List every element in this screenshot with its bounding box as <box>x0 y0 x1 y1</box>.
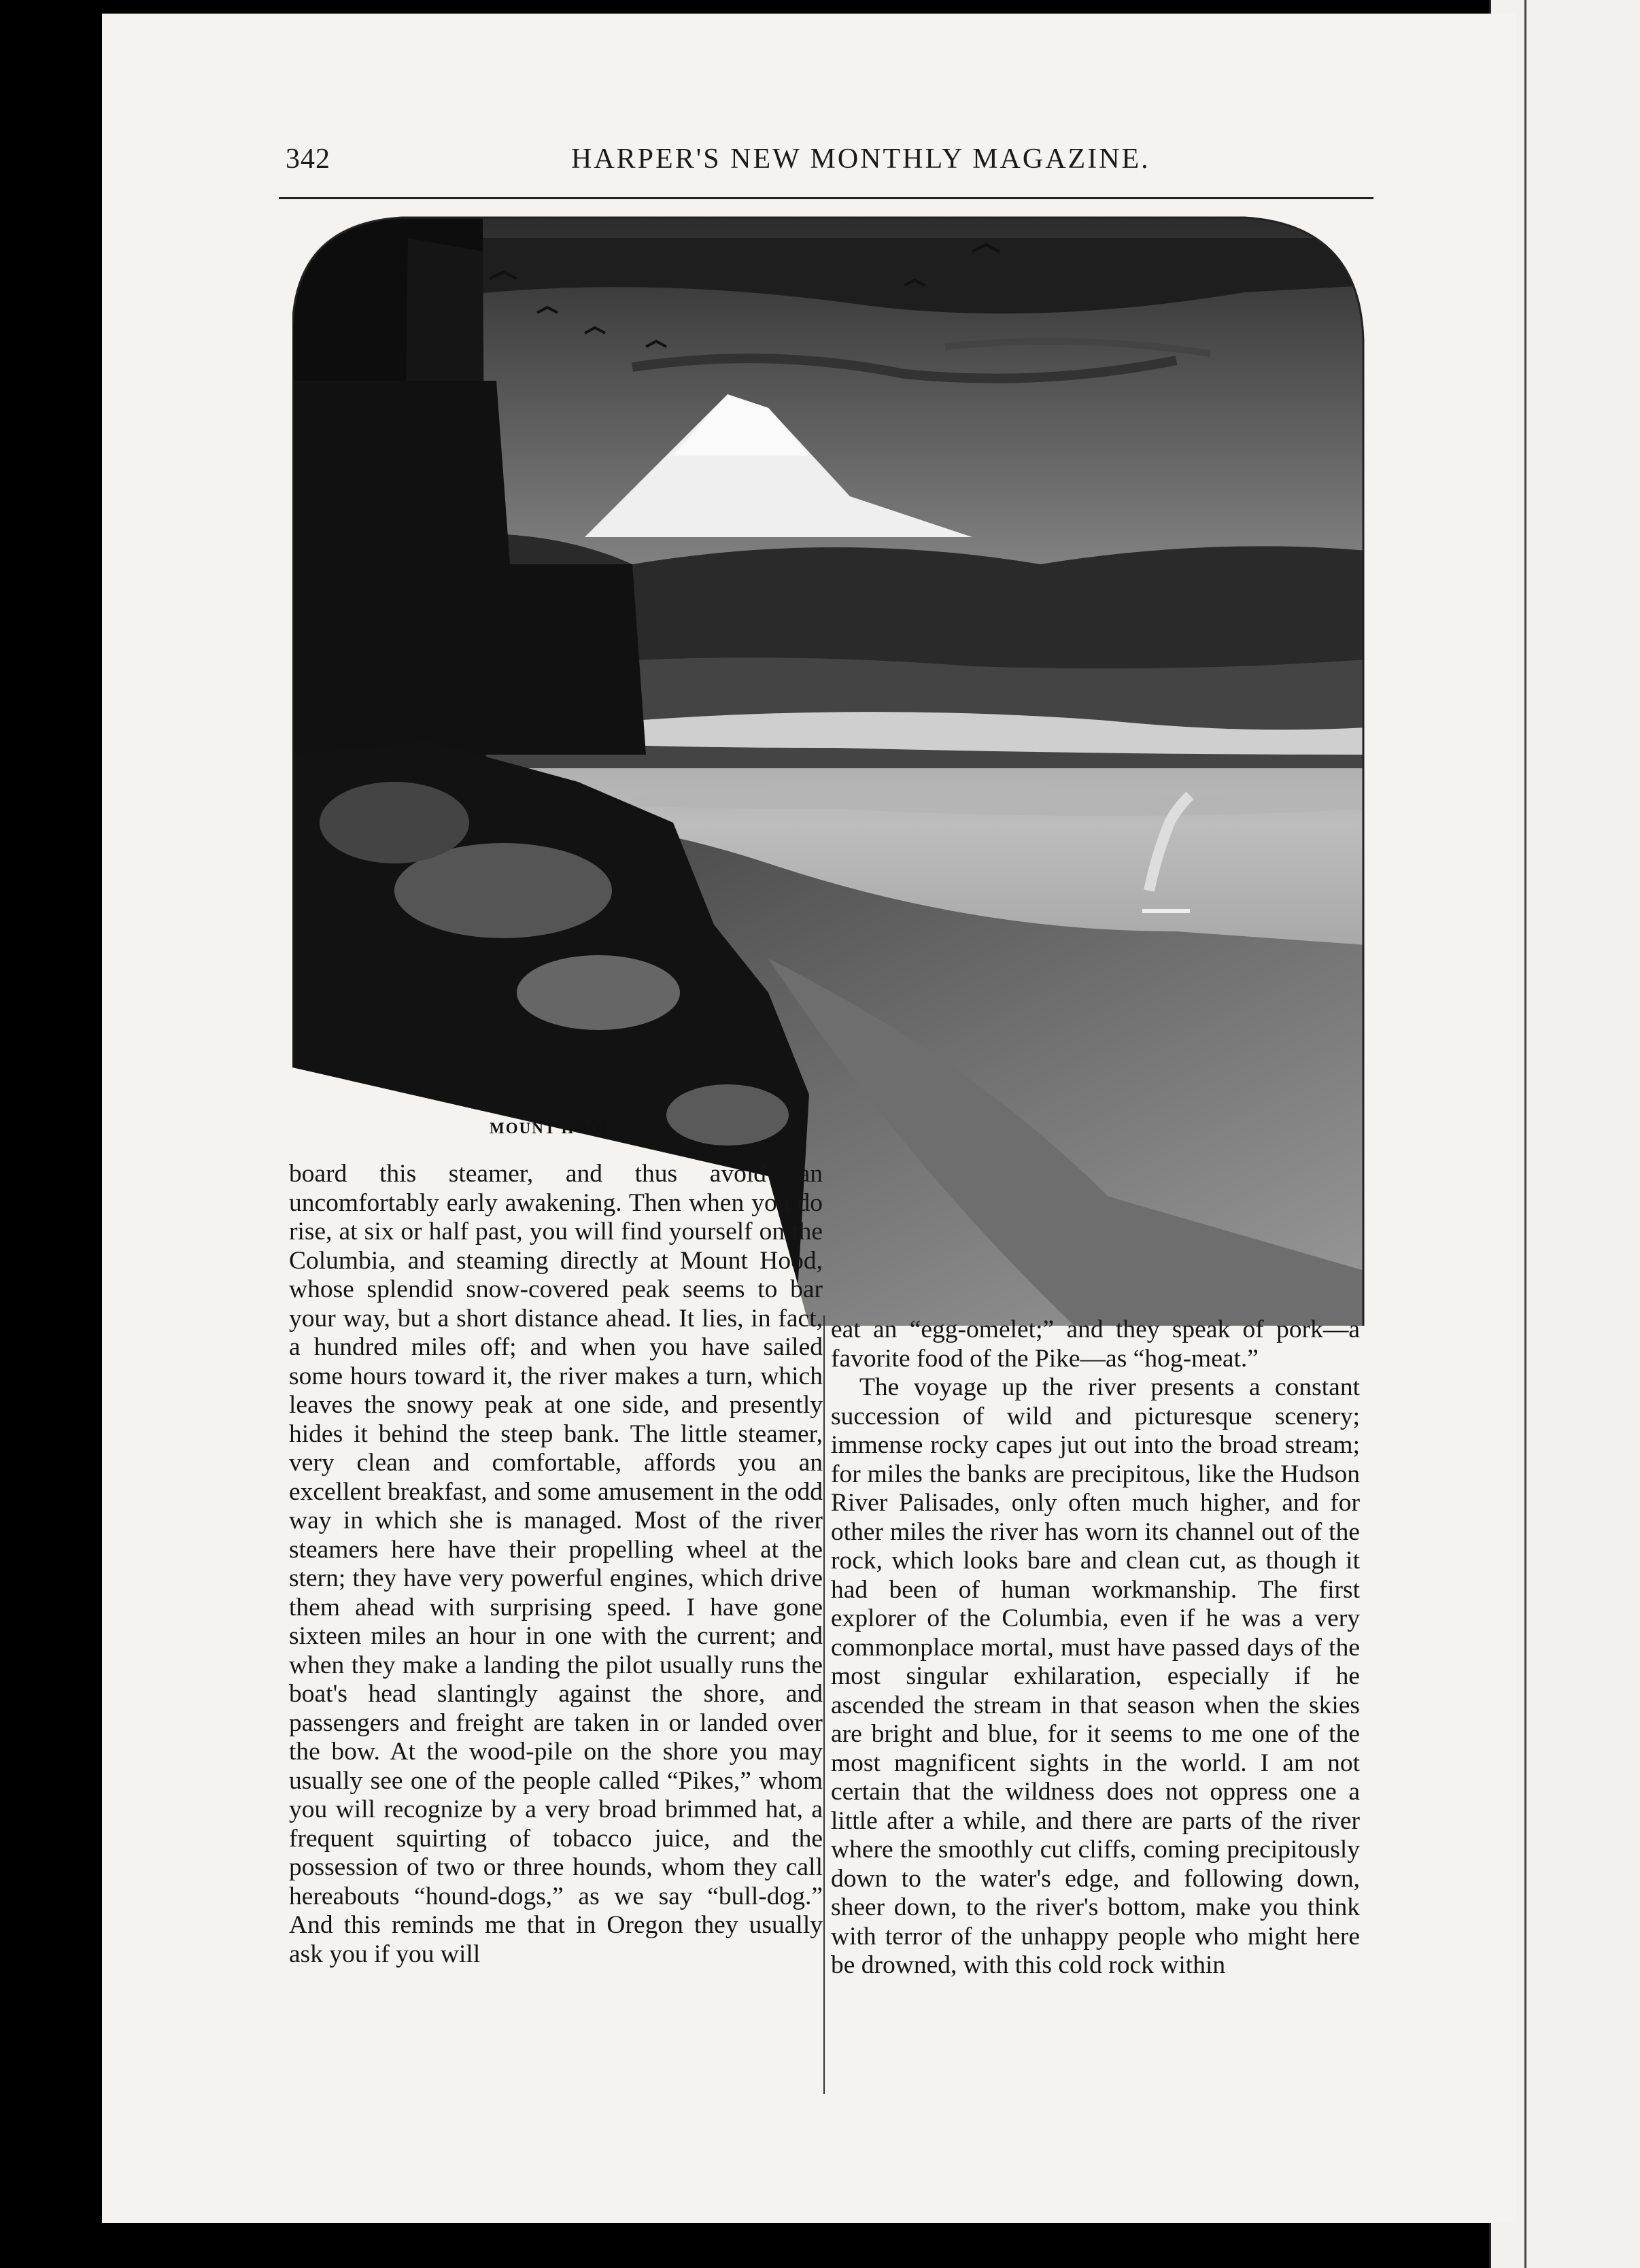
gutter-line <box>1524 0 1526 2268</box>
mount-hood-engraving <box>292 211 1367 1326</box>
running-title: HARPER'S NEW MONTHLY MAGAZINE. <box>571 143 1150 175</box>
text-column-right <box>831 1316 1360 1980</box>
page-number: 342 <box>286 143 330 175</box>
header-rule <box>279 197 1373 199</box>
illustration-caption: MOUNT HOOD. <box>490 1120 620 1137</box>
column-right-paragraph-2: The voyage up the river presents a constant succession of wild and picturesque scenery; immense rocky capes jut out into the broad stream; for miles the banks are precipitous, like the Hudson River Palisades, only often much higher, and for other miles the river has worn its channel out of the rock, which looks bare and clean cut, as though it had been of human workmanship. The first explorer of the Columbia, even if he was a very commonplace mortal, must have passed days of the most singular exhilaration, especially if he ascended the stream in that season when the skies are bright and blue, for it seems to me one of the most magnificent sights in the world. I am not certain that the wildness does not oppress one a little after a while, and there are parts of the river where the smoothly cut cliffs, coming precipitously down to the water's edge, and following down, sheer down, to the river's bottom, make you think with terror of the unhappy people who might here be drowned, with this cold rock within <box>831 1373 1360 1979</box>
column-left-paragraph: board this steamer, and thus avoid an uncomfortably early awakening. Then when you do rise, at six or half past, you will find yourself on the Columbia, and steaming directly at Mount Hood, whose splendid snow-covered peak seems to bar your way, but a short distance ahead. It lies, in fact, a hundred miles off; and when you have sailed some hours toward it, the river makes a turn, which leaves the snowy peak at one side, and presently hides it behind the steep bank. The little steamer, very clean and comfortable, affords you an excellent breakfast, and some amusement in the odd way in which she is managed. Most of the river steamers here have their propelling wheel at the stern; they have very powerful engines, which drive them ahead with surprising speed. I have gone sixteen miles an hour in one with the current; and when they make a landing the pilot usually runs the boat's head slantingly against the shore, and passengers and freight are taken in or landed over the bow. At the wood-pile on the shore you may usually see one of the people called “Pikes,” whom you will recognize by a very broad brimmed hat, a frequent squirting of tobacco juice, and the possession of two or three hounds, whom they call hereabouts “hound-dogs,” as we say “bull-dog.” And this reminds me that in Oregon they usually ask you if you will <box>289 1160 823 1968</box>
column-right-paragraph-1: eat an “egg-omelet;” and they speak of pork—a favorite food of the Pike—as “hog-meat.” <box>831 1316 1360 1373</box>
page-header <box>286 143 1373 190</box>
text-column-left <box>289 1160 823 1969</box>
column-divider <box>823 1316 825 2094</box>
